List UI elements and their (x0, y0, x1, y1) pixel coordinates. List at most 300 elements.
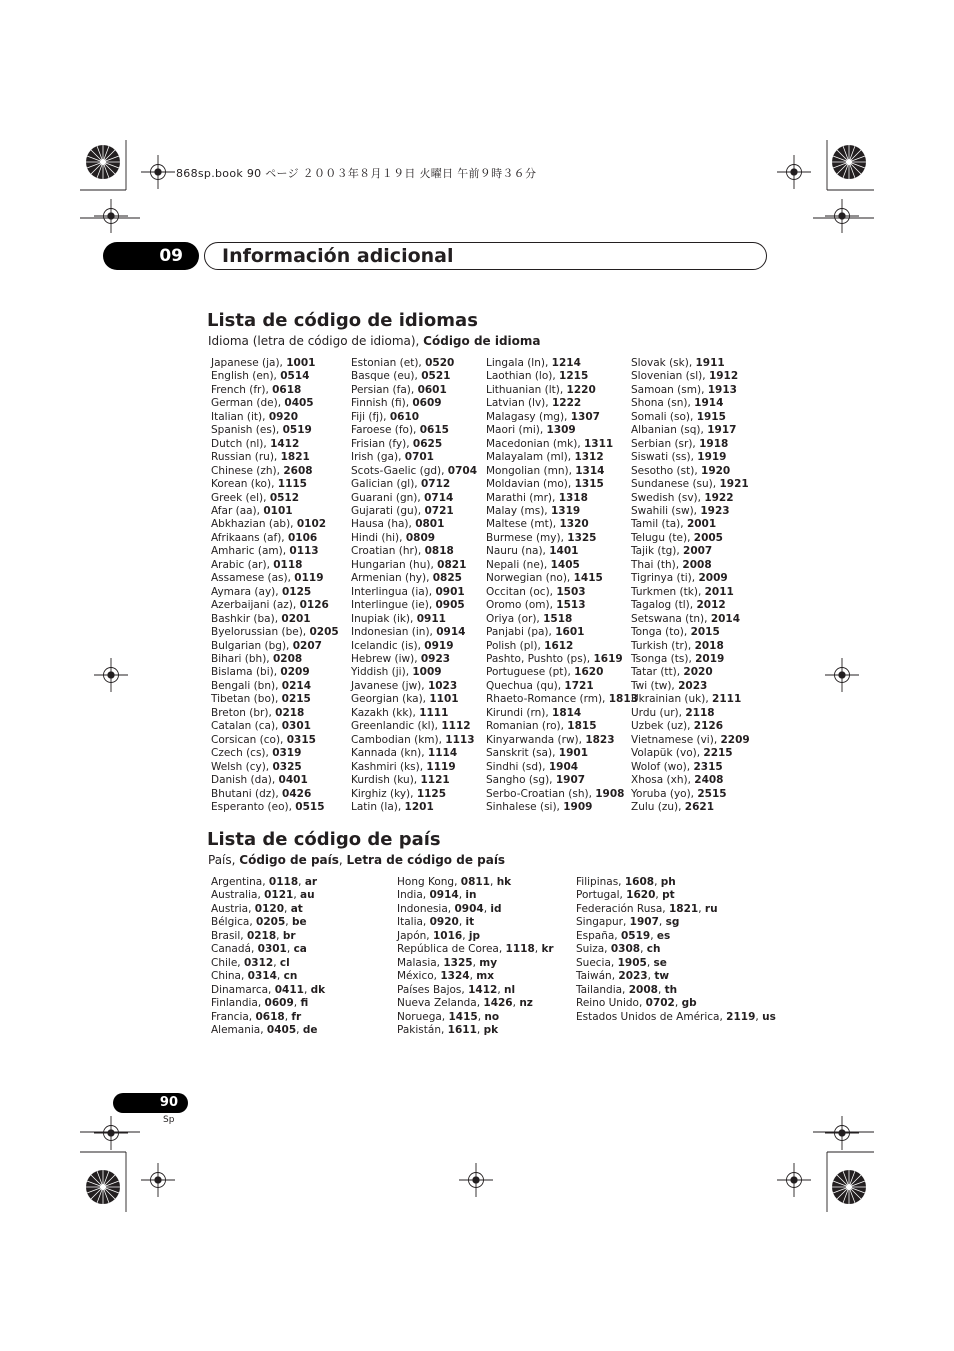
language-entry (631, 720, 750, 733)
language-name: Nepali (ne), (486, 558, 551, 571)
country-entry (397, 943, 554, 956)
language-name: Tigrinya (ti), (631, 572, 699, 585)
country-letter-code: pt (662, 889, 675, 902)
country-entry (397, 1024, 554, 1037)
language-name: Quechua (qu), (486, 679, 565, 692)
country-name: Nueva Zelanda, (397, 997, 484, 1010)
country-letter-code: mx (476, 970, 494, 983)
language-code: 1901 (558, 747, 589, 760)
country-name: Dinamarca, (211, 983, 275, 996)
language-name: Catalan (ca), (211, 720, 282, 733)
language-code: 1620 (574, 666, 604, 679)
country-name: Japón, (397, 929, 433, 942)
language-entry (351, 572, 477, 585)
country-separator: , (276, 970, 284, 983)
language-code: 1115 (277, 478, 307, 491)
country-letter-code: no (484, 1010, 500, 1023)
language-entry (631, 734, 750, 747)
country-name: Austria, (211, 902, 255, 915)
language-name: Japanese (ja), (211, 357, 287, 369)
language-name: Kazakh (kk), (351, 706, 420, 719)
country-column-1 (211, 876, 325, 1037)
language-name: Sindhi (sd), (486, 760, 549, 773)
language-name: English (en), (211, 370, 281, 383)
country-separator: , (298, 876, 305, 888)
country-code: 1325 (443, 956, 473, 969)
language-code: 0923 (420, 652, 451, 665)
legend-plain: Idioma (letra de código de idioma), (208, 334, 424, 348)
country-code: 0121 (264, 889, 294, 902)
language-name: Twi (tw), (631, 679, 679, 692)
country-letter-code: cn (283, 970, 298, 983)
language-code: 2408 (694, 774, 724, 787)
country-code: 1118 (505, 943, 535, 956)
language-name: Korean (ko), (211, 478, 278, 491)
language-name: Afrikaans (af), (211, 531, 288, 544)
country-column-3 (576, 876, 776, 1024)
language-code: 1813 (608, 693, 638, 706)
language-entry (211, 707, 339, 720)
language-entry (486, 465, 638, 478)
language-code: 1920 (701, 464, 731, 477)
country-list-title: Lista de código de país (207, 829, 441, 850)
language-name: Norwegian (no), (486, 572, 574, 585)
country-separator: , (647, 970, 655, 983)
country-entry (211, 984, 325, 997)
country-letter-code: br (282, 929, 296, 942)
language-name: Javanese (jw), (351, 679, 428, 692)
language-code: 2018 (694, 639, 724, 652)
country-code: 0904 (454, 902, 484, 915)
language-entry (211, 438, 339, 451)
country-separator: , (285, 916, 292, 929)
country-name: Taiwán, (576, 970, 619, 983)
language-code: 0319 (272, 747, 302, 760)
country-separator: , (469, 970, 477, 983)
language-code: 0118 (273, 558, 303, 571)
country-entry (211, 1011, 325, 1024)
language-name: Kashmiri (ks), (351, 760, 427, 773)
language-code: 1215 (559, 370, 589, 383)
language-entry (211, 666, 339, 679)
language-code: 2014 (710, 612, 741, 625)
language-column-1 (211, 357, 339, 814)
language-name: Sangho (sg), (486, 774, 556, 787)
country-code: 2008 (628, 983, 658, 996)
country-name: Estados Unidos de América, (576, 1010, 727, 1023)
country-entry (576, 916, 776, 929)
language-name: Aymara (ay), (211, 585, 282, 598)
language-name: Bulgarian (bg), (211, 639, 293, 652)
language-entry (631, 518, 750, 531)
language-entry (211, 505, 339, 518)
language-code: 0301 (281, 720, 311, 733)
language-name: Esperanto (eo), (211, 800, 296, 813)
language-entry (631, 599, 750, 612)
language-code: 1125 (416, 787, 447, 800)
language-code: 1412 (270, 437, 300, 450)
country-entry (397, 1011, 554, 1024)
language-name: Vietnamese (vi), (631, 733, 721, 746)
language-code: 2209 (720, 733, 750, 746)
language-code: 0315 (286, 733, 316, 746)
country-entry (576, 984, 776, 997)
language-name: Maltese (mt), (486, 518, 560, 531)
language-name: Romanian (ro), (486, 720, 568, 733)
country-name: Francia, (211, 1010, 256, 1023)
language-code: 0601 (417, 383, 447, 396)
language-entry (486, 451, 638, 464)
country-separator: , (674, 997, 682, 1010)
country-entry (397, 957, 554, 970)
language-code: 2015 (690, 626, 720, 639)
country-code: 0914 (429, 889, 459, 902)
language-code: 0515 (295, 800, 325, 813)
language-name: Estonian (et), (351, 357, 426, 369)
language-entry (351, 613, 477, 626)
language-code: 0209 (280, 666, 310, 679)
language-column-3 (486, 357, 638, 814)
language-entry (351, 532, 477, 545)
country-name: México, (397, 970, 441, 983)
country-code: 1412 (468, 983, 498, 996)
country-name: Malasia, (397, 956, 444, 969)
language-name: Bashkir (ba), (211, 612, 282, 625)
language-entry (486, 761, 638, 774)
country-letter-code: fr (291, 1010, 302, 1023)
language-entry (486, 734, 638, 747)
country-letter-code: fi (300, 997, 309, 1010)
country-letter-code: ca (293, 943, 307, 956)
language-entry (631, 707, 750, 720)
language-entry (631, 613, 750, 626)
language-code: 1111 (419, 706, 449, 719)
country-code: 1324 (440, 970, 470, 983)
language-code: 1513 (556, 599, 586, 612)
language-code: 0919 (424, 639, 454, 652)
language-entry (211, 559, 339, 572)
language-entry (211, 693, 339, 706)
country-entry (576, 997, 776, 1010)
country-name: Suiza, (576, 943, 611, 956)
language-code: 1823 (585, 733, 615, 746)
language-code: 0701 (404, 451, 434, 464)
language-code: 1405 (550, 558, 580, 571)
country-entry (397, 916, 554, 929)
language-code: 1312 (574, 451, 604, 464)
language-name: Tamil (ta), (631, 518, 687, 531)
language-entry (631, 572, 750, 585)
country-separator: , (458, 889, 466, 902)
language-name: Amharic (am), (211, 545, 290, 558)
language-code: 1320 (559, 518, 589, 531)
language-name: Mongolian (mn), (486, 464, 576, 477)
country-code: 1415 (448, 1010, 478, 1023)
language-name: Macedonian (mk), (486, 437, 584, 450)
language-entry (211, 774, 339, 787)
language-code: 0618 (272, 383, 302, 396)
language-entry (351, 680, 477, 693)
language-name: Swedish (sv), (631, 491, 705, 504)
country-entry (576, 957, 776, 970)
country-name: Brasil, (211, 929, 247, 942)
country-code: 0218 (246, 929, 277, 942)
country-entry (397, 970, 554, 983)
language-name: Turkmen (tk), (631, 585, 705, 598)
language-name: Ukrainian (uk), (631, 693, 713, 706)
language-entry (486, 788, 638, 801)
country-letter-code: ph (660, 876, 676, 888)
language-code: 2008 (682, 558, 712, 571)
language-entry (486, 599, 638, 612)
language-name: Thai (th), (631, 558, 683, 571)
language-name: Slovenian (sl), (631, 370, 709, 383)
language-name: Somali (so), (631, 410, 697, 423)
language-name: Faroese (fo), (351, 424, 420, 437)
language-entry (631, 680, 750, 693)
language-entry (211, 586, 339, 599)
language-entry (211, 370, 339, 383)
language-name: Croatian (hr), (351, 545, 425, 558)
language-name: Greenlandic (kl), (351, 720, 442, 733)
language-entry (211, 599, 339, 612)
language-code: 0704 (447, 464, 478, 477)
language-entry (486, 640, 638, 653)
country-code: 2023 (618, 970, 648, 983)
language-code: 0519 (282, 424, 312, 437)
language-code: 1112 (441, 720, 471, 733)
language-entry (486, 492, 638, 505)
language-code: 1319 (550, 504, 581, 517)
country-letter-code: de (302, 1023, 318, 1036)
country-name: India, (397, 889, 430, 902)
country-entry (576, 889, 776, 902)
language-name: Portuguese (pt), (486, 666, 575, 679)
country-separator: , (462, 929, 469, 942)
country-letter-code: ru (704, 902, 718, 915)
language-entry (211, 411, 339, 424)
country-separator: , (650, 929, 657, 942)
language-code: 0801 (415, 518, 445, 531)
language-code: 0214 (281, 679, 312, 692)
country-separator: , (654, 876, 661, 888)
country-name: Chile, (211, 956, 244, 969)
language-entry (351, 411, 477, 424)
language-entry (486, 572, 638, 585)
language-entry (211, 478, 339, 491)
language-code: 0818 (424, 545, 454, 558)
language-code: 0405 (284, 397, 314, 410)
language-code: 0609 (412, 397, 442, 410)
language-name: Albanian (sq), (631, 424, 708, 437)
language-entry (631, 532, 750, 545)
language-name: Zulu (zu), (631, 800, 685, 813)
country-separator: , (293, 997, 301, 1010)
country-letter-code: it (465, 916, 475, 929)
language-code: 0920 (268, 410, 299, 423)
country-entry (576, 876, 776, 889)
language-code: 0208 (272, 652, 303, 665)
country-name: Indonesia, (397, 902, 455, 915)
language-code: 1220 (566, 383, 596, 396)
language-code: 1401 (549, 545, 579, 558)
language-entry (211, 465, 339, 478)
language-entry (211, 397, 339, 410)
language-name: Polish (pl), (486, 639, 545, 652)
language-code: 1612 (544, 639, 574, 652)
language-code: 0615 (419, 424, 449, 437)
language-entry (631, 653, 750, 666)
country-separator: , (483, 902, 491, 915)
country-name: Reino Unido, (576, 997, 646, 1010)
language-entry (351, 734, 477, 747)
language-entry (631, 397, 750, 410)
language-name: Samoan (sm), (631, 383, 708, 396)
language-code: 2608 (283, 464, 313, 477)
country-code: 0519 (620, 929, 651, 942)
language-code: 2621 (684, 800, 715, 813)
language-code: 1721 (564, 679, 594, 692)
language-name: Volapük (vo), (631, 747, 704, 760)
language-name: Swahili (sw), (631, 504, 701, 517)
country-entry (211, 903, 325, 916)
language-name: German (de), (211, 397, 285, 410)
language-name: Irish (ga), (351, 451, 405, 464)
language-name: Wolof (wo), (631, 760, 694, 773)
country-code: 0312 (243, 956, 274, 969)
country-name: Pakistán, (397, 1023, 448, 1036)
language-name: Welsh (cy), (211, 760, 273, 773)
language-code: 0610 (389, 410, 420, 423)
language-code: 2126 (693, 720, 724, 733)
language-name: Panjabi (pa), (486, 626, 556, 639)
country-entry (397, 997, 554, 1010)
language-entry (351, 465, 477, 478)
country-letter-code: es (656, 929, 671, 942)
language-entry (631, 384, 750, 397)
language-entry (486, 357, 638, 370)
country-letter-code: be (291, 916, 307, 929)
language-code: 1314 (575, 464, 605, 477)
country-code: 1608 (624, 876, 655, 888)
language-entry (211, 747, 339, 760)
language-name: Malay (ms), (486, 504, 551, 517)
language-name: Rhaeto-Romance (rm), (486, 693, 609, 706)
language-entry (351, 357, 477, 370)
country-letter-code: my (479, 956, 498, 969)
language-name: Gujarati (gu), (351, 504, 425, 517)
legend-plain: País, (208, 853, 240, 867)
language-name: Basque (eu), (351, 370, 422, 383)
language-name: Burmese (my), (486, 531, 568, 544)
country-entry (397, 903, 554, 916)
language-entry (486, 478, 638, 491)
language-code: 1904 (548, 760, 579, 773)
language-entry (486, 424, 638, 437)
page-number: 90 (123, 1093, 188, 1113)
language-code: 1907 (555, 774, 586, 787)
language-name: Maori (mi), (486, 424, 547, 437)
language-entry (486, 801, 638, 814)
language-name: Georgian (ka), (351, 693, 430, 706)
language-name: Tajik (tg), (631, 545, 684, 558)
country-separator: , (497, 983, 504, 996)
language-code: 1315 (574, 478, 604, 491)
language-code: 0426 (282, 787, 312, 800)
country-letter-code: tw (654, 970, 670, 983)
language-entry (351, 626, 477, 639)
language-code: 1307 (570, 410, 600, 423)
language-name: Azerbaijani (az), (211, 599, 300, 612)
language-entry (211, 545, 339, 558)
language-name: Inupiak (ik), (351, 612, 417, 625)
country-letter-code: ch (646, 943, 661, 956)
language-entry (351, 666, 477, 679)
country-entry (576, 930, 776, 943)
country-letter-code: au (300, 889, 315, 902)
language-entry (631, 774, 750, 787)
language-entry (631, 559, 750, 572)
language-name: Bengali (bn), (211, 679, 282, 692)
country-code: 0920 (429, 916, 459, 929)
language-code: 0101 (263, 504, 293, 517)
language-code: 0102 (296, 518, 327, 531)
language-entry (486, 559, 638, 572)
country-separator: , (303, 983, 311, 996)
language-code: 1922 (704, 491, 734, 504)
language-name: Setswana (tn), (631, 612, 711, 625)
language-name: Malayalam (ml), (486, 451, 575, 464)
country-code: 0702 (645, 997, 675, 1010)
language-entry (631, 505, 750, 518)
language-name: Malagasy (mg), (486, 410, 571, 423)
language-code: 0125 (281, 585, 312, 598)
country-name: Federación Rusa, (576, 902, 669, 915)
country-entry (576, 943, 776, 956)
language-entry (351, 774, 477, 787)
language-code: 1915 (696, 410, 726, 423)
language-name: Bihari (bh), (211, 652, 273, 665)
language-name: Greek (el), (211, 491, 270, 504)
language-name: Galician (gl), (351, 478, 421, 491)
language-code: 0714 (424, 491, 454, 504)
language-entry (631, 465, 750, 478)
language-entry (351, 653, 477, 666)
language-code: 0625 (412, 437, 443, 450)
language-entry (351, 599, 477, 612)
country-name: Países Bajos, (397, 983, 469, 996)
language-code: 2007 (683, 545, 713, 558)
country-letter-code: jp (468, 929, 480, 942)
language-code: 0521 (421, 370, 451, 383)
language-code: 1311 (584, 437, 614, 450)
language-code: 1121 (420, 774, 450, 787)
language-name: Tsonga (ts), (631, 652, 696, 665)
language-name: Yiddish (ji), (351, 666, 413, 679)
country-code: 1821 (668, 902, 699, 915)
country-column-2 (397, 876, 554, 1037)
language-name: Bislama (bi), (211, 666, 281, 679)
country-code: 1611 (447, 1023, 477, 1036)
country-name: República de Corea, (397, 943, 506, 956)
language-entry (486, 774, 638, 787)
language-name: Slovak (sk), (631, 357, 696, 369)
country-code: 0205 (256, 916, 286, 929)
language-entry (351, 478, 477, 491)
language-name: Corsican (co), (211, 733, 287, 746)
language-code: 0113 (289, 545, 319, 558)
country-code: 0609 (264, 997, 294, 1010)
